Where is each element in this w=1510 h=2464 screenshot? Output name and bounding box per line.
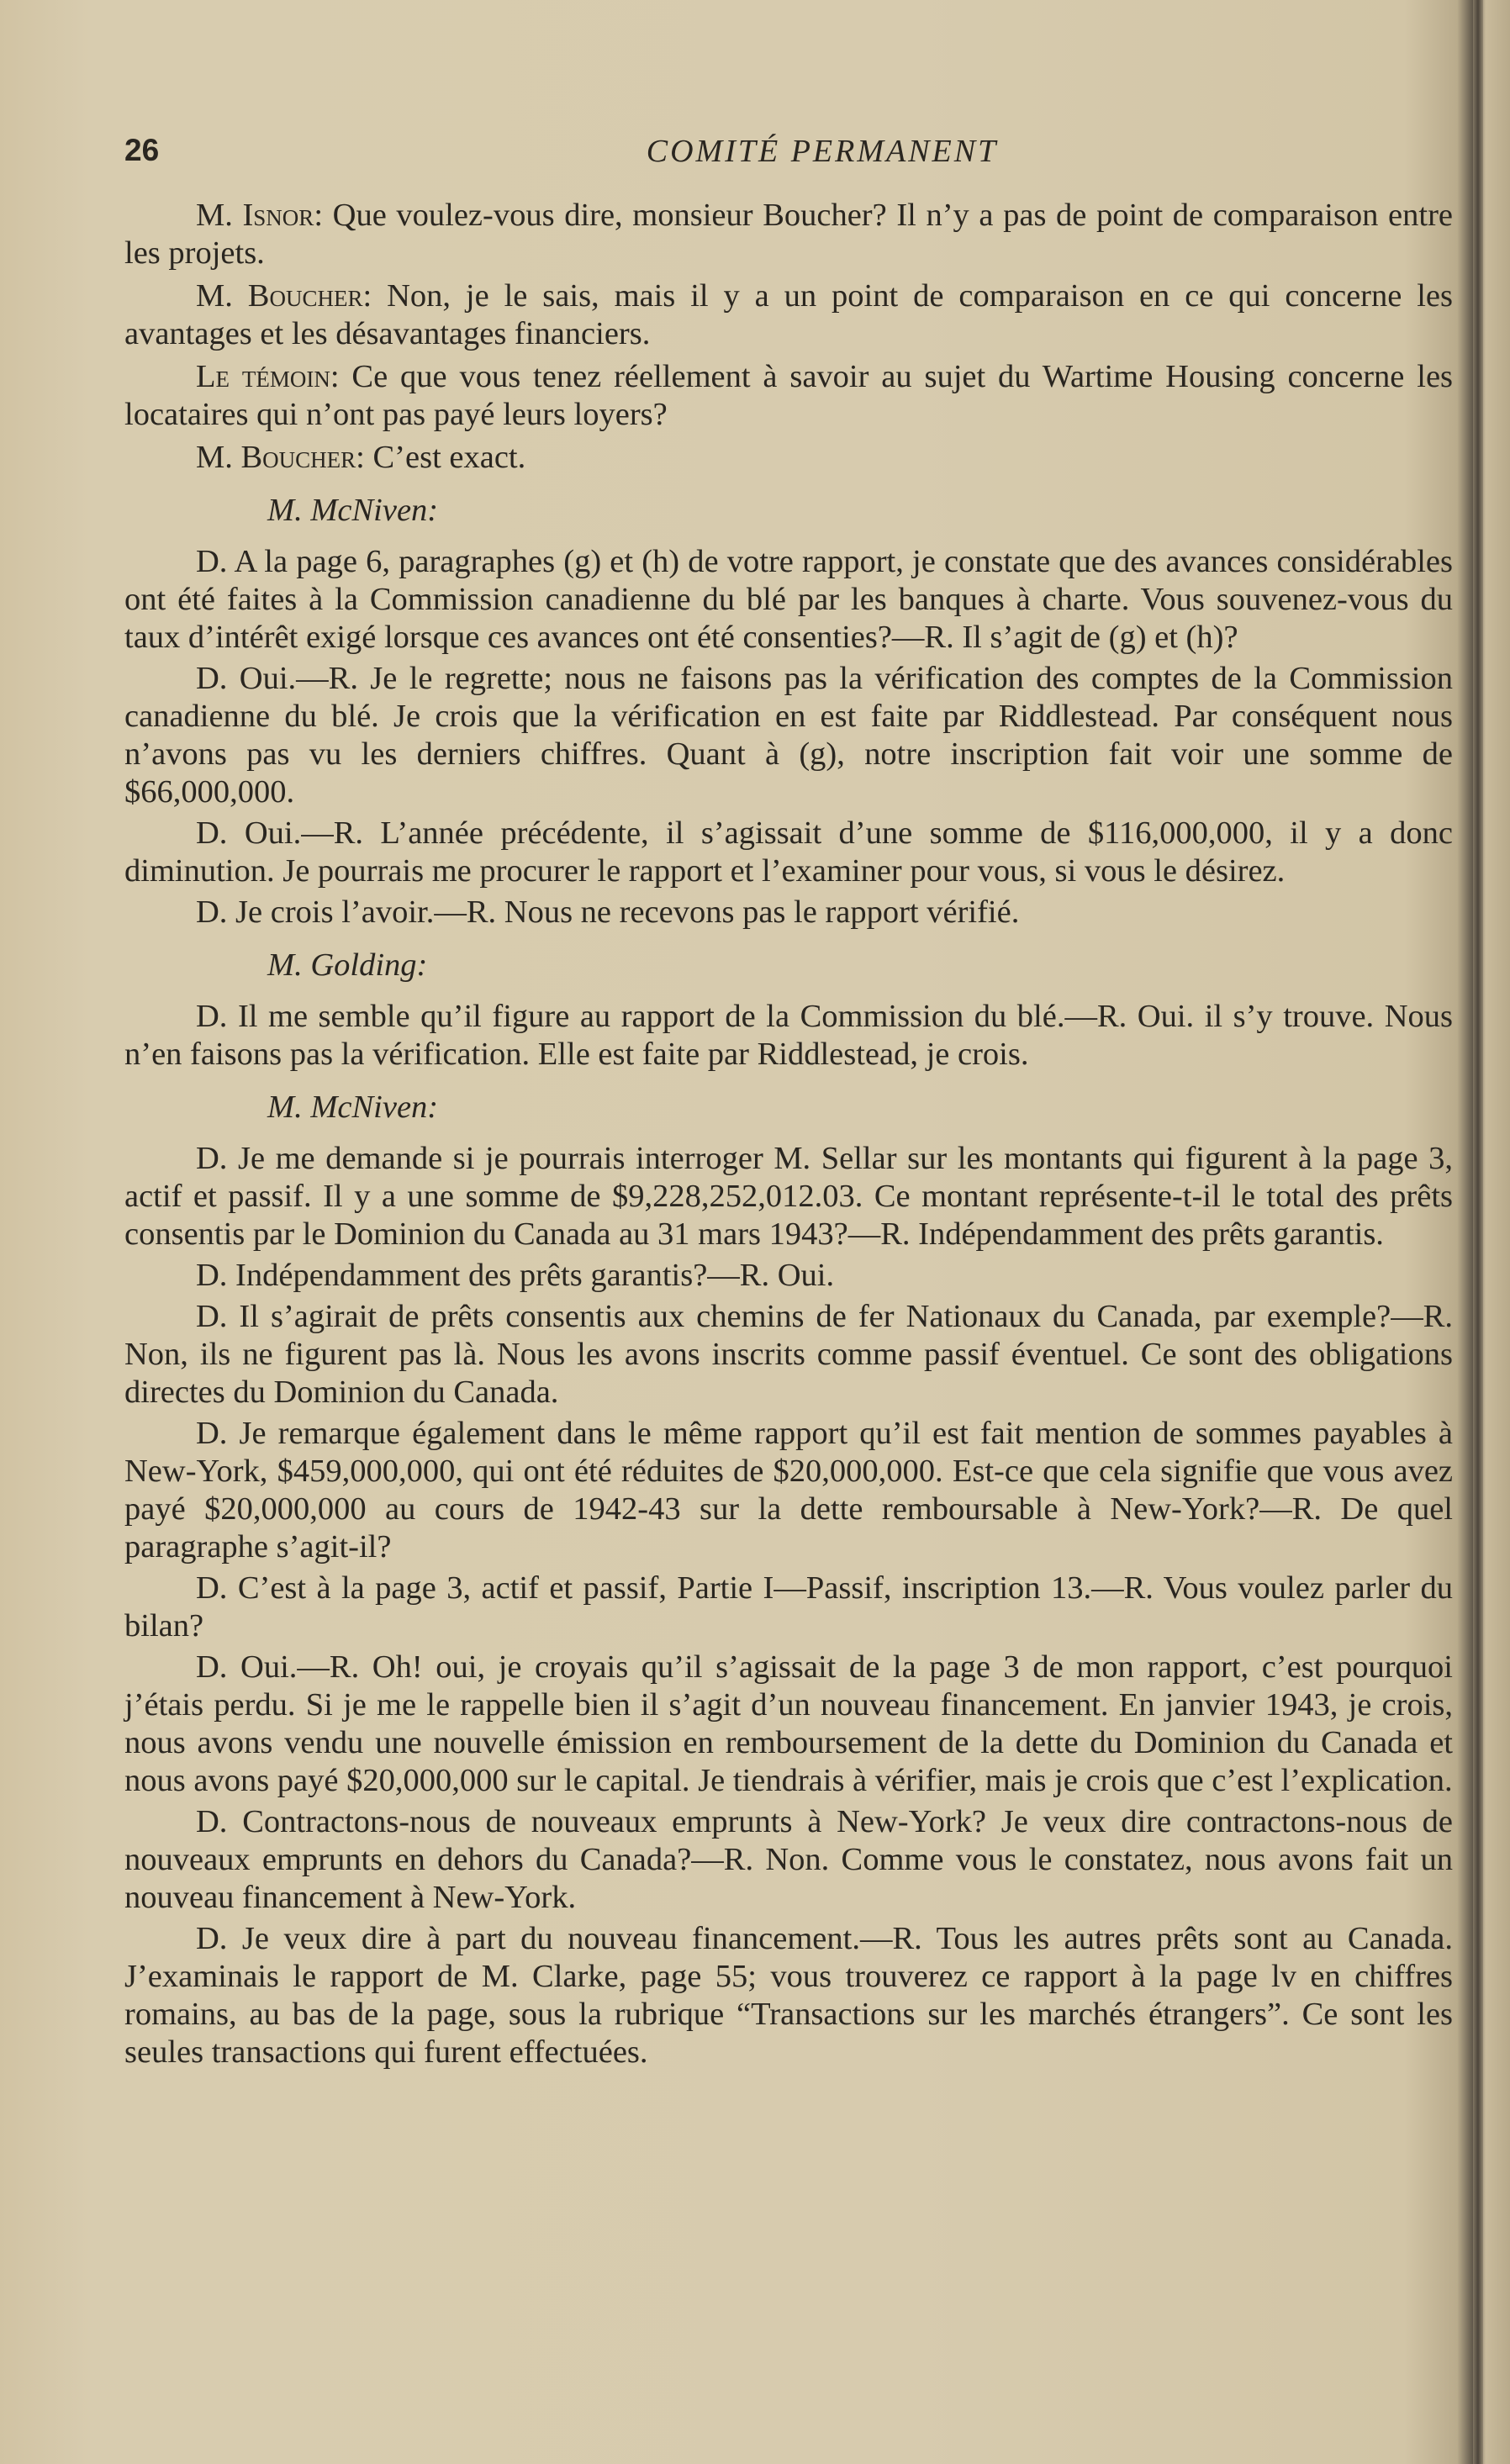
speaker-name: M. Boucher: bbox=[196, 278, 372, 314]
speech-paragraph bbox=[124, 277, 1453, 353]
qa-paragraph: D. Oui.—R. L’année précédente, il s’agissait d’une somme de $116,000,000, il y a donc diminution. Je pourrais me procurer le rapport et l’examiner pour vous, si vous le désirez. bbox=[124, 815, 1453, 889]
running-title: COMITÉ PERMANENT bbox=[646, 134, 999, 169]
document-body bbox=[124, 192, 1453, 2075]
qa-paragraph: D. Il me semble qu’il figure au rapport de la Commission du blé.—R. Oui. il s’y trouve. Nous n’en faisons pas la vérification. Elle est faite par Riddlestead, je crois. bbox=[124, 999, 1453, 1072]
qa-paragraph: D. Il s’agirait de prêts consentis aux chemins de fer Nationaux du Canada, par exemple?—R. Non, ils ne figurent pas là. Nous les avons inscrits comme passif éventuel. Ce sont des obligations directes du Dominion du Canada. bbox=[124, 1299, 1453, 1410]
speech-text: Non, je le sais, mais il y a un point de comparaison en ce qui concerne les avantages et les désavantages financiers. bbox=[124, 278, 1454, 351]
qa-paragraph: D. Contractons-nous de nouveaux emprunts à New-York? Je veux dire contractons-nous de nouveaux emprunts en dehors du Canada?—R. Non. Comme vous le constatez, nous avons fait un nouveau financement à New-York. bbox=[124, 1804, 1453, 1915]
speaker-name: Le témoin: bbox=[196, 359, 340, 394]
qa-paragraph: D. A la page 6, paragraphes (g) et (h) de votre rapport, je constate que des avances considérables ont été faites à la Commission canadienne du blé par les banques à charte. Vous souvenez-vous du taux d’intérêt exigé lorsque ces avances ont été consenties?—R. Il s’agit de (g) et (h)? bbox=[124, 544, 1453, 655]
questioner-heading: M. McNiven: bbox=[267, 493, 439, 528]
qa-paragraph: D. Je crois l’avoir.—R. Nous ne recevons pas le rapport vérifié. bbox=[196, 894, 1020, 930]
speech-paragraph bbox=[124, 439, 1453, 477]
speaker-name: M. Isnor: bbox=[196, 198, 324, 233]
speech-text: C’est exact. bbox=[372, 440, 526, 475]
qa-paragraph: D. Je me demande si je pourrais interroger M. Sellar sur les montants qui figurent à la page 3, actif et passif. Il y a une somme de $9,228,252,012.03. Ce montant représente-t-il le total des prêts consentis par le Dominion du Canada au 31 mars 1943?—R. Indépendamment des prêts garantis. bbox=[124, 1141, 1453, 1252]
questioner-heading: M. Golding: bbox=[267, 947, 428, 983]
speech-paragraph bbox=[124, 358, 1453, 434]
qa-paragraph: D. Je veux dire à part du nouveau financement.—R. Tous les autres prêts sont au Canada. J’examinais le rapport de M. Clarke, page 55; vous trouverez ce rapport à la page lv en chiffres romains, au bas de la page, sous la rubrique “Transactions sur les marchés étrangers”. Ce sont les seules transactions qui furent effectuées. bbox=[124, 1921, 1453, 2070]
qa-paragraph: D. Indépendamment des prêts garantis?—R. Oui. bbox=[196, 1258, 835, 1293]
qa-paragraph: D. Oui.—R. Je le regrette; nous ne faisons pas la vérification des comptes de la Commission canadienne du blé. Je crois que la vérification en est faite par Riddlestead. Par conséquent nous n’avons pas vu les derniers chiffres. Quant à (g), notre inscription fait voir une somme de $66,000,000. bbox=[124, 661, 1453, 810]
speaker-name: M. Boucher: bbox=[196, 440, 365, 475]
questioner-heading: M. McNiven: bbox=[267, 1090, 439, 1125]
qa-paragraph: D. C’est à la page 3, actif et passif, Partie I—Passif, inscription 13.—R. Vous voulez parler du bilan? bbox=[124, 1570, 1453, 1644]
speech-text: Ce que vous tenez réellement à savoir au sujet du Wartime Housing concerne les locataires qui n’ont pas payé leurs loyers? bbox=[124, 359, 1454, 432]
qa-paragraph: D. Oui.—R. Oh! oui, je croyais qu’il s’agissait de la page 3 de mon rapport, c’est pourquoi j’étais perdu. Si je me le rappelle bien il s’agit d’un nouveau financement. En janvier 1943, je crois, nous avons vendu une nouvelle émission en remboursement de la dette du Dominion du Canada et nous avons payé $20,000,000 sur le capital. Je tiendrais à vérifier, mais je crois que c’est l’explication. bbox=[124, 1649, 1453, 1798]
page-header bbox=[124, 133, 1453, 175]
book-spine-shadow bbox=[1473, 0, 1483, 2464]
qa-paragraph: D. Je remarque également dans le même rapport qu’il est fait mention de sommes payables à New-York, $459,000,000, qui ont été réduites de $20,000,000. Est-ce que cela signifie que vous avez payé $20,000,000 au cours de 1942-43 sur la dette remboursable à New-York?—R. De quel paragraphe s’agit-il? bbox=[124, 1416, 1453, 1564]
page-number: 26 bbox=[124, 133, 160, 167]
speech-text: Que voulez-vous dire, monsieur Boucher? Il n’y a pas de point de comparaison entre les projets. bbox=[124, 198, 1453, 271]
speech-paragraph bbox=[124, 197, 1453, 272]
